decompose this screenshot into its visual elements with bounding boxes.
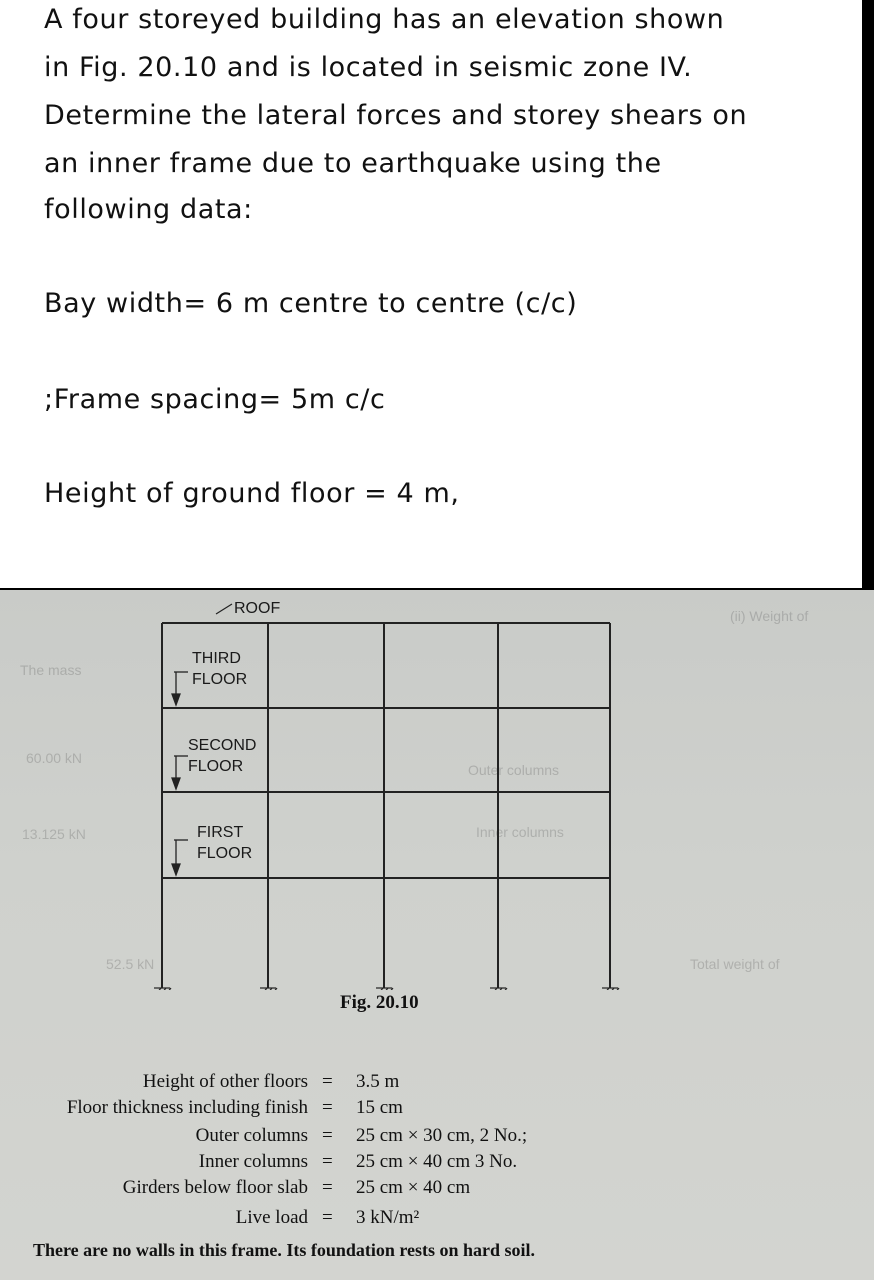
bleed-through-text: Inner columns: [476, 824, 564, 840]
data-row-outer-columns: [0, 1125, 874, 1149]
second-floor-label-line2: FLOOR: [188, 758, 244, 775]
data-label: Live load: [235, 1207, 308, 1228]
first-floor-label-line1: FIRST: [197, 824, 244, 841]
data-label: Outer columns: [195, 1125, 308, 1146]
footer-note: There are no walls in this frame. Its foundation rests on hard soil.: [33, 1240, 536, 1260]
first-floor-level-marker: [172, 840, 188, 875]
third-floor-level-marker: [172, 672, 188, 705]
roof-label: ROOF: [234, 600, 281, 617]
data-value: 3.5 m: [356, 1071, 400, 1092]
equals-sign: =: [322, 1177, 333, 1198]
equals-sign: =: [322, 1151, 333, 1172]
bleed-through-text: 13.125 kN: [22, 826, 86, 842]
first-floor-label-line2: FLOOR: [197, 845, 253, 862]
second-floor-label-line1: SECOND: [188, 737, 257, 754]
data-row-floor-thickness: [0, 1097, 874, 1121]
bleed-through-text: The mass: [20, 662, 82, 678]
roof-leader-line: [216, 604, 232, 614]
data-row-live-load: [0, 1207, 874, 1231]
second-floor-level-marker: [172, 756, 188, 789]
data-value: 25 cm × 40 cm: [356, 1177, 471, 1198]
third-floor-label-line1: THIRD: [192, 650, 241, 667]
equals-sign: =: [322, 1207, 333, 1228]
data-row-floor-height: [0, 1071, 874, 1095]
data-label: Girders below floor slab: [122, 1177, 308, 1198]
problem-line-1: A four storeyed building has an elevation shown: [44, 4, 725, 35]
data-value: 25 cm × 30 cm, 2 No.;: [356, 1125, 528, 1146]
ground-floor-height-line: Height of ground floor = 4 m,: [44, 478, 460, 509]
fixed-support-1: [154, 988, 171, 990]
fixed-support-3: [376, 988, 393, 990]
bleed-through-text: 52.5 kN: [106, 956, 155, 972]
problem-statement-card: [0, 0, 862, 588]
data-value: 15 cm: [356, 1097, 403, 1118]
frame-elevation-diagram: [0, 590, 874, 990]
fixed-support-2: [260, 988, 277, 990]
bleed-through-text: Total weight of: [690, 956, 780, 972]
equals-sign: =: [322, 1071, 333, 1092]
frame-spacing-line: ;Frame spacing= 5m c/c: [44, 384, 386, 415]
third-floor-label-line2: FLOOR: [192, 671, 248, 688]
fixed-support-5: [602, 988, 619, 990]
equals-sign: =: [322, 1125, 333, 1146]
problem-line-5: following data:: [44, 194, 253, 225]
data-value: 25 cm × 40 cm 3 No.: [356, 1151, 518, 1172]
data-row-inner-columns: [0, 1151, 874, 1175]
data-value: 3 kN/m²: [356, 1207, 420, 1228]
data-label: Height of other floors: [142, 1071, 308, 1092]
data-label: Inner columns: [198, 1151, 308, 1172]
data-row-girders: [0, 1177, 874, 1201]
textbook-photo: [0, 590, 874, 1280]
bleed-through-text: (ii) Weight of: [730, 608, 809, 624]
problem-line-4: an inner frame due to earthquake using the: [44, 148, 662, 179]
bay-width-line: Bay width= 6 m centre to centre (c/c): [44, 288, 578, 319]
problem-line-2: in Fig. 20.10 and is located in seismic zone IV.: [44, 52, 693, 83]
data-label: Floor thickness including finish: [66, 1097, 308, 1118]
figure-caption: Fig. 20.10: [340, 992, 419, 1013]
bleed-through-text: Outer columns: [468, 762, 560, 778]
equals-sign: =: [322, 1097, 333, 1118]
problem-line-3: Determine the lateral forces and storey shears on: [44, 100, 748, 131]
fixed-support-4: [490, 988, 507, 990]
bleed-through-text: 60.00 kN: [26, 750, 83, 766]
